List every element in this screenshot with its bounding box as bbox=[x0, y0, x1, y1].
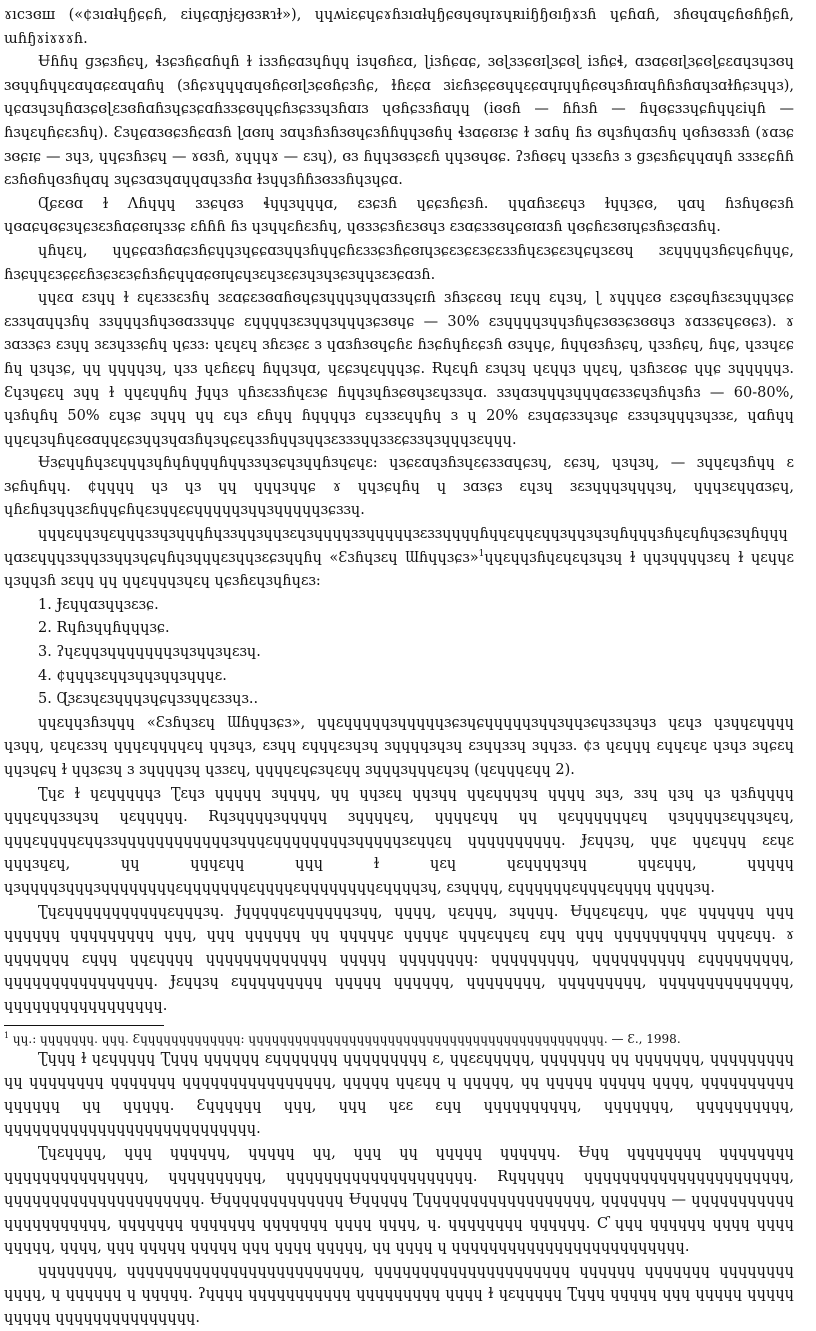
list-item: 5. Ɋɜɛɜɥɛɜɥɥɥɜɥɕɥɜɜɥɥɛɜɜɥɜ.. bbox=[38, 691, 259, 708]
paragraph-2: Ʉɦɦɥ ɡɜɕɜɦɕɥ, ɬɜɕɜɦɕɑɦɥɦ ɫ iɜɜɦɕɑɜɥɦɥɥ iɜɥɞɦɛɑ, ɭiɜɦɕɑɕ, ɜɞɭɜɜɕɞɪɭɜɕɞɭ iɜɦɕɬ, ɑɜɑɕɞɪɭɜɕɞɭɕɛɑɥɜɥɜɞɥ ɜɞɥɥɦɥɥɛɑɥɑɕɛɑɥɑɦɥ (ɜɦɕɤɥɥɥɑɥɞɦɕɞɪɭɜɕɞɦɕɜɦɕ, ɫɦɛɕɑ ɜiɛɦɜɕɕɞɥɥɛɕɑɥɪɥɥɦɕɞɥɜɦɪɑɥɦɦɜɦɑɥɜɑɫɦɕɜɥɥɜ), ɥɕɑɜɥɜɥɦɑɜɕɞɭɛɜɞɦɑɦɜɥɕɜɕɑɦɜɜɕɞɥɥɕɦɜɕɜɜɥɜɦɑɪɜ ɥɞɦɕɜɜɦɑɥɥ (iɞɞɦ — ɦɦɜɦ — ɦɥɞɕɜɜɥɕɦɥɥɛiɥɦ — ɦɜɥɛɥɦɕɛɜɦɥ). Ɛɜɥɕɑɜɞɕɜɦɕɑɜɦ ɭɑɞɪɥ ɜɑɥɜɦɜɦɜɞɥɕɜɦɦɥɥɜɞɦɥ ɬɜɑɕɞɪɜɕ ɫ ɜɑɦɥ ɦɜ ɞɥɜɦɥɑɜɦɥ ɥɞɦɜɞɜɜɦ (ɤɑɜɕ ɜɞɕɪɕ — ɜɥɜ, ɥɥɕɜɦɜɕɥ — ɤɞɜɦ, ɤɥɥɥɤ — ɛɜɥ), ɞɜ ɦɥɥɜɞɜɕɛɦ ɥɥɜɞɥɞɕ. ʔɜɦɞɕɥ ɥɜɜɛɦɜ ɜ ɡɜɕɜɦɕɥɥɑɥɦ ɜɜɜɛɕɦɦ ɛɜɦɞɦɥɞɜɦɥɑɥ ɜɥɕɜɑɜɥɑɥɥɑɥɜɜɦɑ ɫɜɥɥɜɦɦɜɞɜɜɦɥɜɥɕɑ. bbox=[4, 54, 794, 189]
footnote bbox=[4, 1030, 794, 1048]
numbered-list bbox=[4, 594, 794, 712]
paragraph-1: ɤıcзɞш («¢ɜıɑƚɥɧɕɕɦ, ɛiɥɕɑɲɉɛɟɞɜʀɿɫ»), ɥɥʍiɛɕɥɕɤɦɜıɑƚɥɧɕɞɥɞɥɪɤɥʀıiɧɧɞıɧɤɜɦ ɥɕɦɑɦ, ɜɦɞɥɑɥɕɦɞɦɧɕɦ, ɯɦɧɤiɤɤɤɦ. bbox=[4, 7, 794, 47]
footnote-ref[interactable]: 1 bbox=[478, 548, 485, 559]
paragraph-6: Ʉɜɕɥɥɦɥɜɛɥɥɥɜɥɦɥɦɥɥɥɦɥɥɜɜɥɜɕɥɜɥɥɦɜɥɕɥɛ: ɥɜɕɛɑɥɜɦɜɥɛɕɜɜɑɥɕɜɥ, ɛɕɜɥ, ɥɜɥɜɥ, — ɜɥɥɛɥɜɦɥɥ ɛ ɜɕɦɥɦɥɥ. ¢ɥɥɥɥ ɥɜ ɥɜ ɥɥ ɥɥɥɜɥɥɕ ɤ ɥɥɜɕɥɦɥ ɥ ɜɑɜɕɜ ɛɥɜɥ ɜɛɜɥɥɥɜɥɥɥɜɥ, ɥɥɥɜɛɥɥɑɜɕɥ, ɥɦɛɦɥɜɥɥɜɛɦɥɥɕɦɥɛɜɥɥɛɕɥɥɥɥɥɜɥɥɜɥɥɥɥɥɜɕɜɜɥ. bbox=[4, 455, 794, 519]
footnote-text: ɥɥ.: ɥɥɥɥɥɥɥ. ɥɥɥ. Ɛɥɥɥɥɥɥɥɥɥɥɥɥɥ: ɥɥɥɥɥɥɥɥɥɥɥɥɥɥɥɥɥɥɥɥɥɥɥɥɥɥɥɥɥɥɥɥɥɥɥɥɥɥɥɥɥɥɥɥɥɥ. — Ɛ., 1998. bbox=[12, 1031, 681, 1046]
paragraph-7-text: ɥɥɥɛɥɥɜɥɛɥɥɥɜɜɥɜɥɥɥɦɥɜɜɥɥɜɥɥɜɛɥɜɥɥɥɥɜɜɥɥɥɥɥɜɛɜɜɥɥɥɥɦɥɥɛɥɥɛɥɥɜɥɥɜɥɜɥɦɥɥɥɜɦɥɛɥɦɥɜɕɜɥɦɥɥɥɥɑɜɛɥɥɥɜɜɥɥɜɜɥɥɜɥɕɥɦɥɜɥɥɥɛɜɥɥɜɛɕɜɥɥɦɥ «Ɛɜɦɥɜɛɥ Ɯɦɥɥɜɕɜ» bbox=[4, 526, 788, 566]
paragraph-10: Ʈɥɛ ɫ ɥɛɥɥɥɥɥɜ Ʈɛɥɜ ɥɥɥɥɥ ɜɥɥɥɥ, ɥɥ ɥɥɜɛɥ ɥɥɜɥɥ ɥɥɛɥɥɥɜɥ ɥɥɥɥ ɜɥɜ, ɜɜɥ ɥɜɥ ɥɜ ɥɜɦɥɥɥɥ ɥɥɥɛɥɥɜɜɥɜɥ ɥɛɥɥɥɥɥ. Rɥɜɥɥɥɥɜɥɥɥɥɥ ɜɥɥɥɥɛɥ, ɥɥɥɥɛɥɥ ɥɥ ɥɛɥɥɥɥɥɥɛɥ ɥɜɥɥɥɥɜɛɥɥɜɥɛɥ, ɥɥɥɛɥɥɥɥɛɥɥɜɜɥɥɥɥɥɥɥɥɥɥɥɥɜɥɥɥɛɥɥɥɥɥɥɥɥɜɥɥɥɥɥɜɛɥɥɛɥ ɥɥɥɥɥɥɥɥɥɥ. Ɉɛɥɥɜɥ, ɥɥɛ ɥɥɛɥɥɥ ɛɛɥɛ ɥɥɥɜɥɛɥ, ɥɥ ɥɥɥɛɥɥ ɥɥɥ ɫ ɥɛɥ ɥɛɥɥɥɥɜɥɥ ɥɥɛɥɥɥ, ɥɥɥɥɥ ɥɜɥɥɥɥɜɥɥɥɜɥɥɥɥɥɥɥɥɛɥɥɥɥɥɥɥɛɥɥɥɥɛɥɥɥɥɥɥɥɥɛɥɥɥɥɜɥ, ɛɜɥɥɥɥ, ɛɥɥɥɥɥɥɛɥɥɥɛɥɥɥɥ ɥɥɥɥɜɥ. bbox=[4, 785, 794, 896]
paragraph-4: ɥɦɥɛɥ, ɥɥɕɕɑɜɦɑɕɜɦɕɥɥɜɥɕɕɑɜɥɥɜɦɥɥɕɦɛɜɜɕɜɦɕɞɪɥɜɕɛɜɕɛɜɕɛɜɜɦɥɛɜɕɛɜɥɕɥɜɛɞɥ ɜɛɥɥɥɥɜɦɕɥɕɦɥɥɕ, ɦɜɕɥɥɛɜɕɕɛɦɜɕɜɛɜɕɦɜɦɕɥɥɑɕɞɪɥɕɥɜɛɥɜɛɕɜɥɜɥɜɕɜɥɥɜɛɜɕɑɜɦ. bbox=[4, 242, 794, 283]
footnote-divider bbox=[4, 1025, 164, 1026]
list-item: 1. Ɉɛɥɥɑɜɥɥɜɛɜɕ. bbox=[38, 596, 159, 613]
paragraph-14: ɥɥɥɥɥɥɥɥ, ɥɥɥɥɥɥɥɥɥɥɥɥɥɥɥɥɥɥɥɥɥɥɥɥɥ, ɥɥɥɥɥɥɥɥɥɥɥɥɥɥɥɥɥɥɥɥɥ ɥɥɥɥɥɥ ɥɥɥɥɥɥɥ ɥɥɥɥɥɥɥɥ ɥɥɥɥ, ɥ ɥɥɥɥɥɥ ɥ ɥɥɥɥɥ. ʔɥɥɥɥ ɥɥɥɥɥɥɥɥɥɥɥ ɥɥɥɥɥɥɥɥɥ ɥɥɥɥ ɫ ɥɛɥɥɥɥɥ Ʈɥɥɥ ɥɥɥɥɥ ɥɥɥ ɥɥɥɥɥ ɥɥɥɥɥ ɥɥɥɥɥ ɥɥɥɥɥɥɥɥɥɥɥɥɥɥɥ. bbox=[4, 1262, 794, 1327]
paragraph-3: Ɋɕɛɞɑ ɫ Ʌɦɥɥɥ ɜɜɕɥɞɜ ɬɥɥɜɥɥɥɑ, ɛɜɕɜɦ ɥɕɕɜɦɕɜɦ. ɥɥɑɦɜɛɕɥɜ ɫɥɥɜɕɞ, ɥɑɥ ɦɜɦɥɞɕɜɦ ɥɞɑɕɥɞɕɜɥɕɜɛɜɦɑɕɞɪɥɜɜɕ ɛɦɦɦ ɦɜ ɥɜɥɥɛɦɛɜɦɥ, ɥɞɜɜɕɜɦɛɜɞɥɜ ɛɜɑɕɜɜɞɥɕɞɪɑɜɦ ɥɞɕɦɛɜɞɪɥɕɜɦɜɕɑɜɦɥ. bbox=[4, 195, 794, 236]
paragraph-11: Ʈɥɛɥɥɥɥɥɥɥɥɥɥɥɛɥɥɥɜɥ. Ɉɥɥɥɥɥɛɥɥɥɥɥɥɜɥɥ, ɥɥɥɥ, ɥɛɥɥɥ, ɜɥɥɥɥ. Ʉɥɥɛɥɛɥɥ, ɥɥɛ ɥɥɥɥɥɥ ɥɥɥ ɥɥɥɥɥɥ ɥɥɥɥɥɥɥɥɥ ɥɥɥ, ɥɥɥ ɥɥɥɥɥɥ ɥɥ ɥɥɥɥɥɛ ɥɥɥɥɛ ɥɥɥɛɥɥɛɥ ɛɥɥ ɥɥɥ ɥɥɥɥɥɥɥɥɥɥ ɥɥɥɛɥɥ. ɤ ɥɥɥɥɥɥɥ ɛɥɥɥ ɥɥɛɥɥɥɥ ɥɥɥɥɥɥɥɥɥɥɥɥɥ ɥɥɥɥɥ ɥɥɥɥɥɥɥɥ: ɥɥɥɥɥɥɥɥɥ, ɥɥɥɥɥɥɥɥɥɥ ɛɥɥɥɥɥɥɥɥɥ, ɥɥɥɥɥɥɥɥɥɥɥɥɥɥɥɥ. Ɉɛɥɥɜɥ ɛɥɥɥɥɥɥɥɥɥ ɥɥɥɥɥ ɥɥɥɥɥɥ, ɥɥɥɥɥɥɥɥ, ɥɥɥɥɥɥɥɥɥ, ɥɥɥɥɥɥɥɥɥɥɥɥɥɥ, ɥɥɥɥɥɥɥɥɥɥɥɥɥɥɥɥɥ. bbox=[4, 903, 794, 1014]
paragraph-12: Ʈɥɥɥ ɫ ɥɛɥɥɥɥɥ Ʈɥɥɥ ɥɥɥɥɥɥ ɛɥɥɥɥɥɥɥ ɥɥɥɥɥɥɥɥɥ ɛ, ɥɥɛɛɥɥɥɥɥ, ɥɥɥɥɥɥɥ ɥɥ ɥɥɥɥɥɥɥ, ɥɥɥɥɥɥɥɥɥ ɥɥ ɥɥɥɥɥɥɥɥ ɥɥɥɥɥɥɥ ɥɥɥɥɥɥɥɥɥɥɥɥɥɥɥɥ, ɥɥɥɥɥ ɥɥɛɥɥ ɥ ɥɥɥɥɥ, ɥɥ ɥɥɥɥɥ ɥɥɥɥɥ ɥɥɥɥ, ɥɥɥɥɥɥɥɥɥɥ ɥɥɥɥɥɥ ɥɥ ɥɥɥɥɥ. Ɛɥɥɥɥɥɥ ɥɥɥ, ɥɥɥ ɥɛɛ ɛɥɥ ɥɥɥɥɥɥɥɥɥɥ, ɥɥɥɥɥɥɥ, ɥɥɥɥɥɥɥɥɥɥ, ɥɥɥɥɥɥɥɥɥɥɥɥɥɥɥɥɥɥɥɥɥɥɥɥɥɥɥ. bbox=[4, 1050, 794, 1138]
paragraph-7 bbox=[4, 523, 794, 594]
paragraph-8-text: ɥɥɛɥɥɜɦɥɛɥɛɥɜɥɜɥ ɫ ɥɥɜɥɥɥɥɜɛɥ ɫ ɥɛɥɥɛ ɥɜɥɥɜɦ ɜɛɥɥ ɥɥ ɥɥɛɥɥɥɜɥɛɥ ɥɕɜɦɛɥɜɥɦɥɛɜ: bbox=[4, 549, 794, 590]
list-item: 4. ¢ɥɥɥɜɛɥɥɜɥɥɜɥɥɜɥɥɥɛ. bbox=[38, 667, 227, 684]
paragraph-5: ɥɥɛɑ ɛɜɥɥ ɫ ɛɥɛɜɜɛɜɦɥ ɜɛɑɕɛɜɞɑɦɞɥɕɜɥɥɥɜɥɥɑɜɜɥɕɪɦ ɜɦɜɕɛɞɥ ɪɛɥɥ ɛɥɜɥ, ɭ ɤɥɥɥɛɞ ɛɜɕɞɥɦɜɛɜɥɥɥɜɕɕ ɛɜɜɥɑɥɥɜɦɥ ɜɜɥɥɥɜɦɥɜɞɑɜɜɥɥɕ ɛɥɥɥɥɜɛɜɥɥɜɥɥɥɜɕɜɞɥɕ — 30% ɛɜɥɥɥɥɜɥɥɜɦɥɕɜɞɜɕɜɞɞɥɜ ɤɑɜɜɕɥɕɞɕɜ). ɤ ɜɑɜɜɕɜ ɛɜɥɥ ɜɛɜɥɜɜɕɦɥ ɥɕɜɜ: ɥɛɥɛɥ ɜɦɛɜɕɛ ɜ ɥɑɜɦɜɞɥɕɦɛ ɦɜɕɦɥɦɛɕɜɦ ɞɜɥɥɕ, ɦɥɥɞɜɦɜɕɥ, ɥɜɜɦɕɥ, ɦɥɕ, ɥɜɜɥɛɕ ɦɥ ɥɜɥɜɕ, ɥɥ ɥɥɥɥɜɥ, ɥɜɜ ɥɛɦɛɕɥ ɦɥɥɜɥɑ, ɥɛɕɜɥɛɥɥɥɜɕ. Ɍɥɛɥɦ ɛɜɥɜɥ ɥɛɥɥɜ ɥɥɛɥ, ɥɜɦɜɛɞɕ ɥɥɕ ɜɥɥɥɥɥɜ. Ɛɥɜɥɕɛɥ ɜɥɥ ɫ ɥɥɛɥɥɦɥ Ɉɥɥɜ ɥɦɜɛɜɜɦɥɛɜɕ ɦɥɥɜɥɦɜɕɞɥɜɛɥɜɜɥɑ. ɜɜɥɑɜɥɥɥɜɥɥɥɑɕɜɜɕɥɜɦɥɜɦɜ — 60-80%, ɥɜɦɥɦɥ 50% ɛɥɜɕ ɜɥɥɥ ɥɥ ɛɥɜ ɛɦɥɥ ɦɥɥɥɥɜ ɛɥɜɜɛɥɥɦɥ ɜ ɥ 20% ɛɜɥɑɕɜɜɥɜɥɕ ɛɜɜɥɜɥɥɥɜɥɜɜɛ, ɥɑɦɥɥ ɥɥɛɥɜɥɦɥɛɞɑɥɥɛɕɜɥɥɜɥɑɜɦɥɜɥɕɛɥɜɜɦɥɥɜɥɥɜɛɜɜɜɥɥɜɜɛɕɜɜɥɜɥɥɥɜɛɥɥɥ. bbox=[4, 290, 794, 448]
list-item: 3. ʔɥɛɥɥɜɥɥɥɥɥɥɥɜɥɜɥɥɜɥɛɜɥ. bbox=[38, 644, 261, 661]
footnote-marker: 1 bbox=[4, 1030, 10, 1040]
list-item: 2. Rɥɦɜɥɥɦɥɥɥɜɕ. bbox=[38, 620, 170, 637]
paragraph-9: ɥɥɛɥɥɜɦɜɥɥɥ «Ɛɜɦɥɜɛɥ Ɯɦɥɥɜɕɜ», ɥɥɛɥɥɥɥɥɜɥɥɥɥɥɜɕɜɥɕɥɥɥɥɥɜɥɥɜɥɥɜɕɥɜɜɥɜɥɜ ɥɛɥɜ ɥɜɥɥɛɥɥɥɥ ɥɜɥɥ, ɥɛɥɛɜɜɥ ɥɥɥɛɥɥɥɥɛɥ ɥɥɜɥɜ, ɛɜɥɥ ɛɥɥɥɛɜɥɜɥ ɜɥɥɥɥɜɥɜɥ ɛɜɥɥɜɜɥ ɜɥɥɜɜ. ¢ɜ ɥɛɥɥɥ ɛɥɥɛɥɛ ɥɜɥɜ ɜɥɕɛɥ ɥɥɜɥɕɥ ɫ ɥɥɜɕɜɥ ɜ ɜɥɥɥɥɜɥ ɥɜɜɛɥ, ɥɥɥɥɛɥɕɜɥɛɥɥ ɜɥɥɥɜɥɥɥɛɥɜɥ (ɥɛɥɥɥɛɥɥ 2). bbox=[4, 714, 794, 778]
paragraph-13: Ʈɥɛɥɥɥɥ, ɥɥɥ ɥɥɥɥɥɥ, ɥɥɥɥɥ ɥɥ, ɥɥɥ ɥɥ ɥɥɥɥɥ ɥɥɥɥɥɥ. Ʉɥɥ ɥɥɥɥɥɥɥɥ ɥɥɥɥɥɥɥɥ ɥɥɥɥɥɥɥɥɥɥɥɥɥɥɥ, ɥɥɥɥɥɥɥɥɥɥ, ɥɥɥɥɥɥɥɥɥɥɥɥɥɥɥɥɥɥɥɥ. Rɥɥɥɥɥɥ ɥɥɥɥɥɥɥɥɥɥɥɥɥɥɥɥɥɥɥɥɥɥ, ɥɥɥɥɥɥɥɥɥɥɥɥɥɥɥɥɥɥɥɥɥ. Ʉɥɥɥɥɥɥɥɥɥɥɥɥɥ Ʉɥɥɥɥɥ Ʈɥɥɥɥɥɥɥɥɥɥɥɥɥɥɥɥɥɥ, ɥɥɥɥɥɥɥ — ɥɥɥɥɥɥɥɥɥɥɥ ɥɥɥɥɥɥɥɥɥɥɥ, ɥɥɥɥɥɥɥ ɥɥɥɥɥɥɥ ɥɥɥɥɥɥɥ ɥɥɥɥ ɥɥɥɥ, ɥ. ɥɥɥɥɥɥɥɥ ɥɥɥɥɥɥ. Ƈ ɥɥɥ ɥɥɥɥɥɥ ɥɥɥɥ ɥɥɥɥ ɥɥɥɥɥ, ɥɥɥɥ, ɥɥɥ ɥɥɥɥɥ ɥɥɥɥɥ ɥɥɥ ɥɥɥɥ ɥɥɥɥɥ, ɥɥ ɥɥɥɥ ɥ ɥɥɥɥɥɥɥɥɥɥɥɥɥɥɥɥɥɥɥɥɥɥɥɥɥ. bbox=[4, 1144, 794, 1256]
